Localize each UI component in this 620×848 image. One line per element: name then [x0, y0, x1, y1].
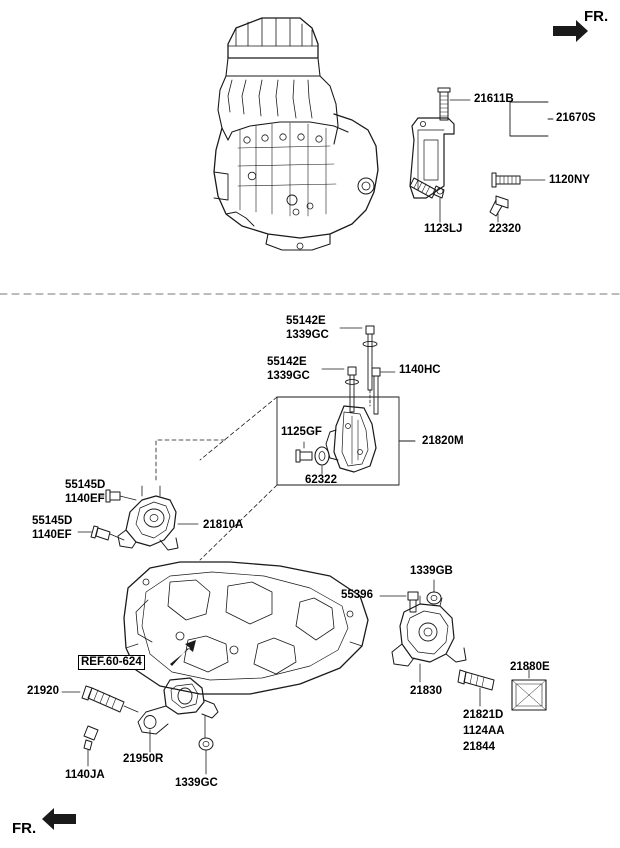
bolt-55145d-2: [91, 526, 124, 540]
part-label-21821d: 21821D: [463, 709, 504, 721]
bolt-1140ja: [84, 726, 98, 750]
part-label-21920: 21920: [27, 685, 59, 697]
part-label-55396: 55396: [341, 589, 373, 601]
bolt-1120ny: [492, 173, 520, 187]
part-label-55145d-1: 55145D: [65, 479, 106, 491]
fr-arrow-bottom: [42, 808, 76, 830]
bolt-22320: [490, 196, 508, 216]
part-label-21611b: 21611B: [474, 93, 514, 105]
part-label-21880e: 21880E: [510, 661, 550, 673]
plate-21880e: [512, 680, 546, 710]
part-label-55145d-2: 55145D: [32, 515, 73, 527]
fr-label-bottom: FR.: [12, 820, 37, 837]
part-label-21820m: 21820M: [422, 435, 464, 447]
part-label-21810a: 21810A: [203, 519, 244, 531]
part-label-1140hc: 1140HC: [399, 364, 441, 376]
part-label-1120ny: 1120NY: [549, 174, 590, 186]
part-label-55142e-2: 55142E: [267, 356, 307, 368]
bolt-1140hc: [372, 368, 380, 414]
part-label-21670s: 21670S: [556, 112, 596, 124]
part-label-1124aa: 1124AA: [463, 725, 505, 737]
bolt-1125gf: [296, 450, 312, 462]
engine-block-illustration: [214, 18, 454, 250]
part-label-1339gc-2: 1339GC: [267, 370, 310, 382]
part-label-1125gf: 1125GF: [281, 426, 322, 438]
fr-label-top: FR.: [584, 8, 609, 25]
part-label-1140ja: 1140JA: [65, 769, 105, 781]
ref-leader: [170, 640, 196, 666]
transmission-mount-21830: [392, 596, 466, 666]
roll-rod-21950r: [138, 678, 218, 734]
part-label-22320: 22320: [489, 223, 521, 235]
bolt-55142e-2: [346, 367, 359, 412]
bolt-21920: [82, 686, 124, 712]
bolt-1339gc-3: [199, 738, 213, 750]
part-label-21844: 21844: [463, 741, 495, 753]
bolt-21611b: [438, 88, 450, 120]
bolt-1123lj: [410, 178, 444, 198]
part-label-55142e-1: 55142E: [286, 315, 326, 327]
bushing-62322: [315, 447, 329, 465]
part-label-21950r: 21950R: [123, 753, 164, 765]
bolt-1339gb: [427, 592, 441, 604]
engine-mount-21810a: [118, 486, 178, 550]
part-label-1339gc-1: 1339GC: [286, 329, 329, 341]
reference-box[interactable]: REF.60-624: [78, 655, 145, 670]
part-label-1140ef-2: 1140EF: [32, 529, 72, 541]
part-label-1339gc-3: 1339GC: [175, 777, 218, 789]
part-label-1339gb: 1339GB: [410, 565, 453, 577]
bolt-55145d-1: [106, 490, 136, 502]
fr-arrow-top: [553, 20, 588, 42]
part-label-1123lj: 1123LJ: [424, 223, 463, 235]
part-label-21830: 21830: [410, 685, 442, 697]
part-label-1140ef-1: 1140EF: [65, 493, 105, 505]
subframe-crossmember: [124, 562, 368, 694]
bolt-21821d: [458, 670, 494, 690]
bolt-55142e-1: [363, 326, 377, 390]
part-label-62322: 62322: [305, 474, 337, 486]
bracket-21820m: [326, 406, 376, 472]
